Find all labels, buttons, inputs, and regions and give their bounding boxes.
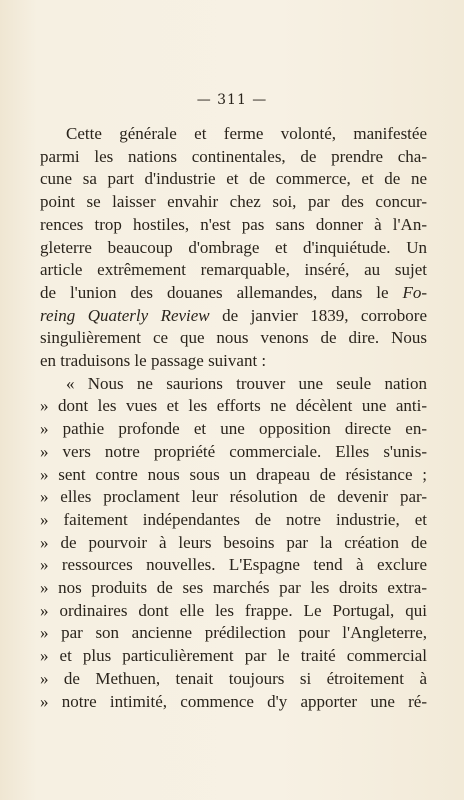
text-line-with-citation bbox=[40, 282, 427, 305]
text-line: gleterre beaucoup d'ombrage et d'inquiétude. Un bbox=[40, 237, 427, 257]
text-fragment: de janvier 1839, corrobore bbox=[209, 305, 427, 325]
quote-line: » ordinaires dont elle les frappe. Le Portugal, qui bbox=[40, 600, 427, 620]
quote-line: » de Methuen, tenait toujours si étroitement à bbox=[40, 668, 427, 688]
text-line: rences trop hostiles, n'est pas sans donner à l'An- bbox=[40, 214, 427, 234]
page-number: — 311 — bbox=[196, 92, 268, 108]
text-fragment: de l'union des douanes allemandes, dans le bbox=[40, 282, 389, 302]
quote-line: » ressources nouvelles. L'Espagne tend à exclure bbox=[40, 555, 427, 575]
quote-line: » notre intimité, commence d'y apporter une ré- bbox=[40, 691, 427, 711]
text-line-with-citation bbox=[40, 305, 427, 328]
text-line: cune sa part d'industrie et de commerce, et de ne bbox=[40, 169, 427, 189]
journal-title: reing Quaterly Review bbox=[40, 305, 210, 325]
quote-line: » elles proclament leur résolution de devenir par- bbox=[40, 487, 427, 507]
quote-line: » dont les vues et les efforts ne décèlent une anti- bbox=[40, 396, 427, 416]
text-line: article extrêmement remarquable, inséré, au sujet bbox=[40, 260, 427, 280]
quote-line: » et plus particulièrement par le traité commercial bbox=[40, 646, 427, 666]
text-line: singulièrement ce que nous venons de dire. Nous bbox=[40, 328, 427, 348]
quote-line: » vers notre propriété commerciale. Elles s'unis- bbox=[40, 441, 427, 461]
quote-line: » faitement indépendantes de notre industrie, et bbox=[40, 509, 427, 529]
journal-title: Fo- bbox=[402, 282, 428, 302]
body-text bbox=[40, 123, 427, 713]
quote-line: » par son ancienne prédilection pour l'Angleterre, bbox=[40, 623, 427, 643]
text-line: parmi les nations continentales, de prendre cha- bbox=[40, 146, 427, 166]
quote-line: » de pourvoir à leurs besoins par la création de bbox=[40, 532, 427, 552]
quote-line: » nos produits de ses marchés par les droits extra- bbox=[40, 578, 427, 598]
text-line: point se laisser envahir chez soi, par des concur- bbox=[40, 192, 427, 212]
quote-line: » sent contre nous sous un drapeau de résistance ; bbox=[40, 464, 427, 484]
quote-line: » pathie profonde et une opposition directe en- bbox=[40, 419, 427, 439]
text-line: Cette générale et ferme volonté, manifestée bbox=[66, 124, 427, 143]
text-line: en traduisons le passage suivant : bbox=[40, 351, 267, 371]
quote-line: « Nous ne saurions trouver une seule nation bbox=[66, 373, 427, 393]
